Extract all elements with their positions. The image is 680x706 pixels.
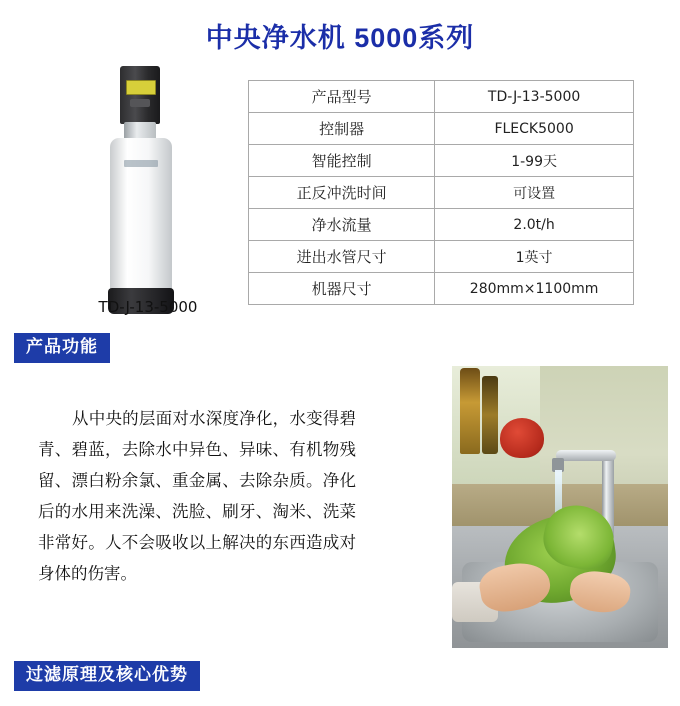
- tank-brand-label: [124, 160, 158, 167]
- table-row: [249, 241, 634, 273]
- spec-key: 净水流量: [249, 209, 435, 241]
- table-row: [249, 81, 634, 113]
- spec-value: 2.0t/h: [435, 209, 634, 241]
- photo-sauce-bottle: [482, 376, 498, 454]
- spec-value: TD-J-13-5000: [435, 81, 634, 113]
- spec-key: 智能控制: [249, 145, 435, 177]
- table-row: [249, 177, 634, 209]
- spec-value: 1英寸: [435, 241, 634, 273]
- product-image: [88, 66, 208, 316]
- product-model-caption: TD-J-13-5000: [98, 298, 198, 316]
- specification-table: [248, 80, 634, 305]
- section-heading-function: 产品功能: [14, 333, 110, 363]
- spec-value: FLECK5000: [435, 113, 634, 145]
- table-row: [249, 273, 634, 305]
- photo-faucet-arm: [556, 450, 616, 461]
- table-row: [249, 113, 634, 145]
- spec-key: 机器尺寸: [249, 273, 435, 305]
- spec-key: 进出水管尺寸: [249, 241, 435, 273]
- spec-key: 产品型号: [249, 81, 435, 113]
- photo-oil-bottle: [460, 368, 480, 454]
- spec-value: 可设置: [435, 177, 634, 209]
- section-heading-principle: 过滤原理及核心优势: [14, 661, 200, 691]
- function-description-text: 从中央的层面对水深度净化，水变得碧青、碧蓝，去除水中异色、异味、有机物残留、漂白粉余氯、重金属、去除杂质。净化后的水用来洗澡、洗脸、刷牙、淘米、洗菜非常好。人不会吸收以上解决的东西造成对身体的伤害。: [38, 410, 356, 583]
- control-valve-head-icon: [120, 66, 160, 124]
- table-row: [249, 209, 634, 241]
- spec-key: 正反冲洗时间: [249, 177, 435, 209]
- spec-value: 280mm×1100mm: [435, 273, 634, 305]
- dial-icon: [130, 99, 150, 107]
- tank-body: [110, 138, 172, 293]
- photo-red-pepper: [500, 418, 544, 458]
- spec-value: 1-99天: [435, 145, 634, 177]
- washing-vegetables-photo: [452, 366, 668, 648]
- page-title: 中央净水机 5000系列: [205, 23, 475, 53]
- control-panel-icon: [126, 80, 156, 95]
- table-row: [249, 145, 634, 177]
- spec-key: 控制器: [249, 113, 435, 145]
